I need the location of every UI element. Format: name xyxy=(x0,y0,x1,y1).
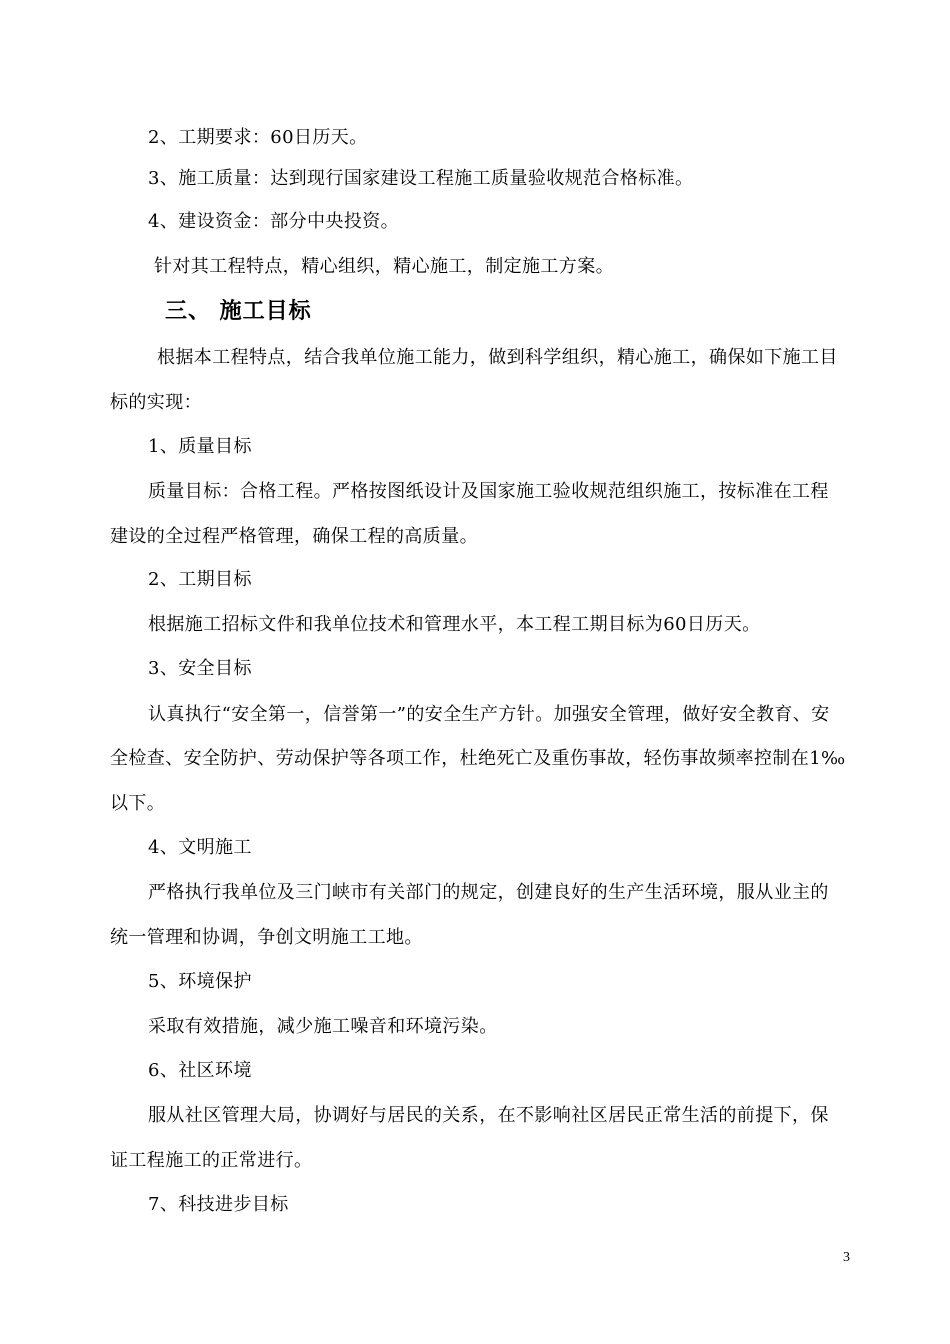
paragraph-goals-intro-line1: 根据本工程特点，结合我单位施工能力，做到科学组织，精心施工，确保如下施工目 xyxy=(157,347,838,368)
subheading-technology-progress: 7、科技进步目标 xyxy=(148,1194,289,1215)
paragraph-safety-line2: 全检查、安全防护、劳动保护等各项工作，杜绝死亡及重伤事故，轻伤事故频率控制在1‰ xyxy=(110,748,846,769)
item-construction-quality: 3、施工质量：达到现行国家建设工程施工质量验收规范合格标准。 xyxy=(148,168,694,189)
paragraph-goals-intro-line2: 标的实现： xyxy=(110,392,202,413)
paragraph-civilized-line1: 严格执行我单位及三门峡市有关部门的规定，创建良好的生产生活环境，服从业主的 xyxy=(148,882,829,903)
item-construction-funding: 4、建设资金：部分中央投资。 xyxy=(148,211,400,232)
paragraph-quality-line2: 建设的全过程严格管理，确保工程的高质量。 xyxy=(110,526,478,547)
paragraph-environment: 采取有效措施，减少施工噪音和环境污染。 xyxy=(148,1016,498,1037)
subheading-civilized-construction: 4、文明施工 xyxy=(148,837,252,858)
paragraph-community-line1: 服从社区管理大局，协调好与居民的关系，在不影响社区居民正常生活的前提下，保 xyxy=(148,1105,829,1126)
item-schedule-requirement: 2、工期要求：60日历天。 xyxy=(148,127,368,148)
paragraph-plan-intro: 针对其工程特点，精心组织，精心施工，制定施工方案。 xyxy=(154,256,614,277)
subheading-community-environment: 6、社区环境 xyxy=(148,1060,252,1081)
paragraph-community-line2: 证工程施工的正常进行。 xyxy=(110,1150,313,1171)
paragraph-safety-line3: 以下。 xyxy=(110,793,166,814)
page-number: 3 xyxy=(843,1250,850,1265)
section-heading-goals: 三、 施工目标 xyxy=(165,299,312,324)
subheading-quality-goal: 1、质量目标 xyxy=(148,436,252,457)
subheading-safety-goal: 3、安全目标 xyxy=(148,658,252,679)
subheading-environment-protection: 5、环境保护 xyxy=(148,971,252,992)
subheading-schedule-goal: 2、工期目标 xyxy=(148,569,252,590)
paragraph-civilized-line2: 统一管理和协调，争创文明施工工地。 xyxy=(110,927,423,948)
paragraph-quality-line1: 质量目标：合格工程。严格按图纸设计及国家施工验收规范组织施工，按标准在工程 xyxy=(148,481,829,502)
paragraph-schedule: 根据施工招标文件和我单位技术和管理水平，本工程工期目标为60日历天。 xyxy=(148,614,761,635)
paragraph-safety-line1: 认真执行“安全第一，信誉第一”的安全生产方针。加强安全管理，做好安全教育、安 xyxy=(148,704,830,725)
